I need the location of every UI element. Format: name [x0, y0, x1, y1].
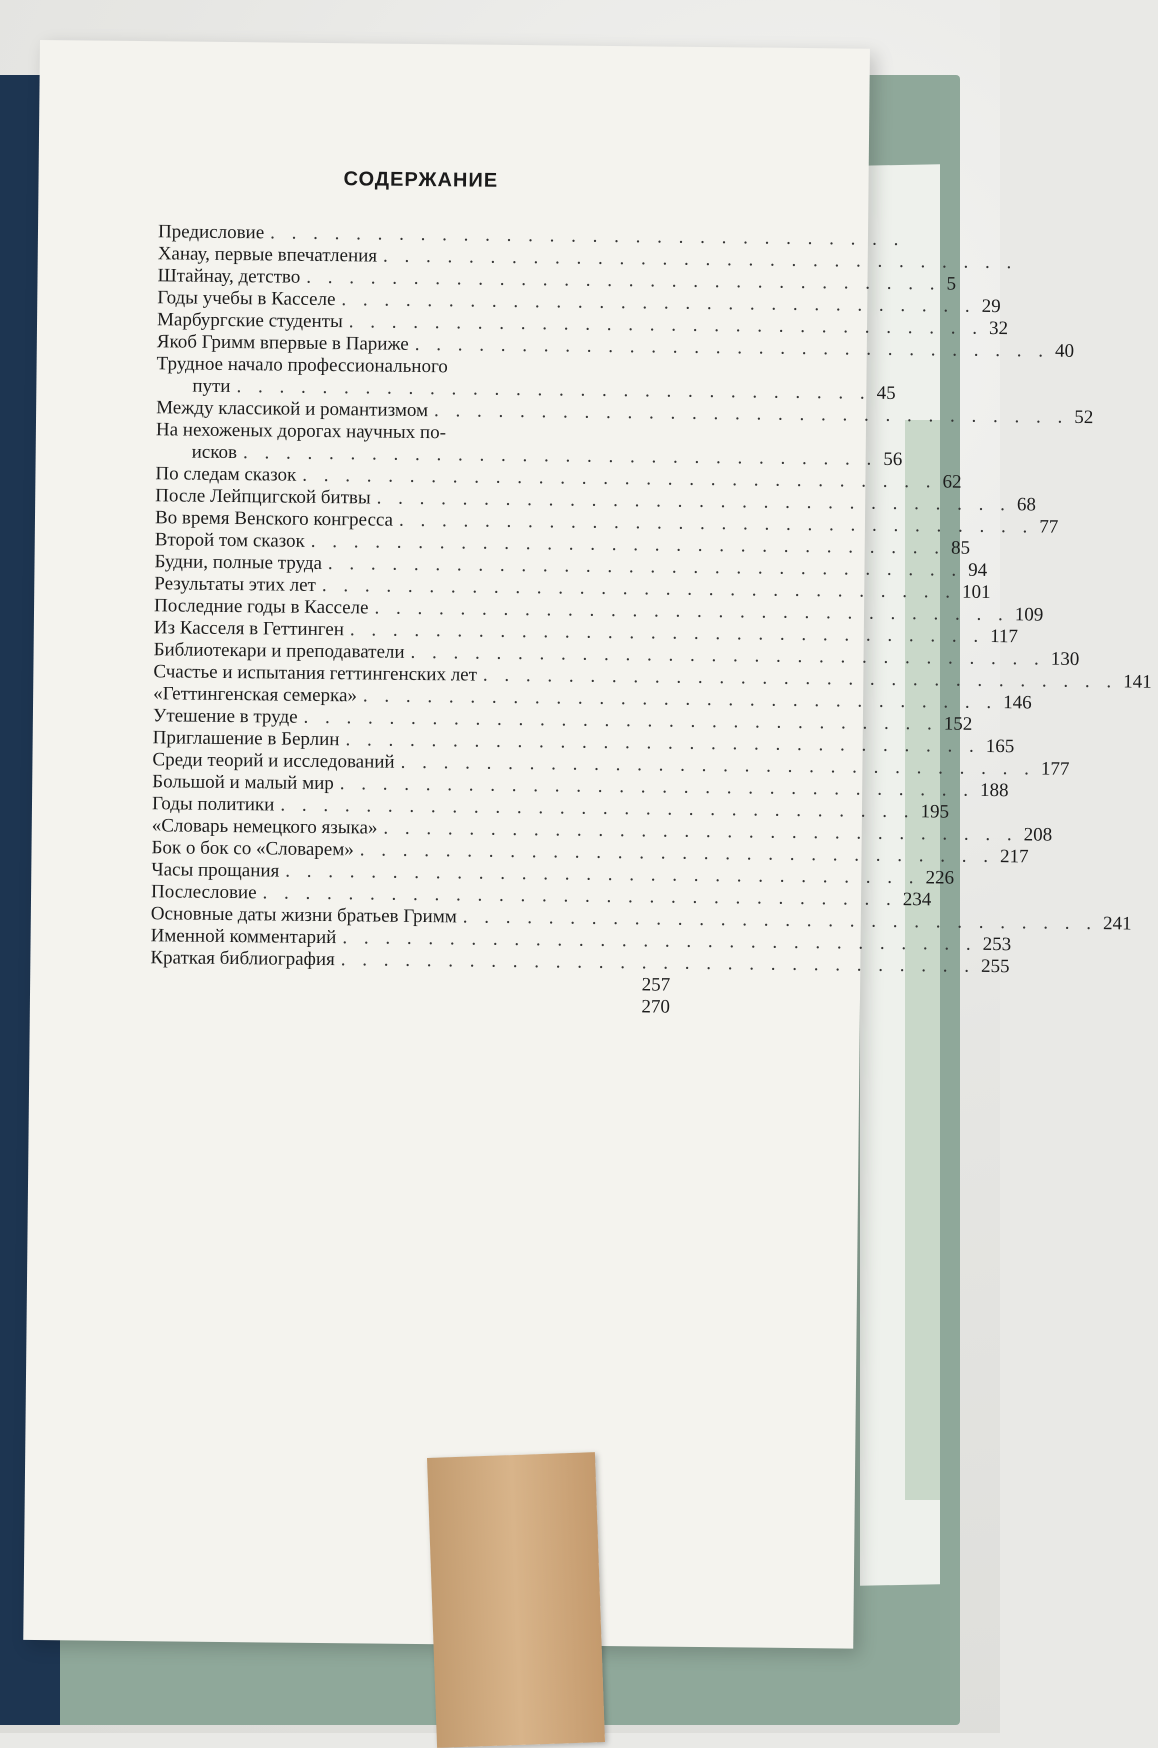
toc-leader-dots: . . . . . . . . . . . . . . . . . . . . . . . . . . . . . .: [433, 400, 1069, 428]
toc-page-number: 52: [1074, 406, 1094, 429]
toc-leader-dots: . . . . . . . . . . . . . . . . . . . . . . . . . . . . . .: [482, 664, 1118, 693]
toc-entry-title: Трудное начало профессионального: [156, 353, 448, 378]
toc-leader-dots: . . . . . . . . . . . . . . . . . . . . . . . . . . . . . .: [342, 927, 977, 955]
toc-leader-dots: . . . . . . . . . . . . . . . . . . . . . . . . . . . . . .: [327, 553, 963, 581]
toc-entry-title: Якоб Гримм впервые в Париже: [156, 331, 409, 355]
toc-leader-dots: . . . . . . . . . . . . . . . . . . . . . . . . . . . . . .: [345, 729, 980, 757]
toc-leader-dots: . . . . . . . . . . . . . . . . . . . . . . . . . . . . . .: [310, 530, 946, 559]
toc-leader-dots: . . . . . . . . . . . . . . . . . . . . . . . . . . . . . .: [374, 597, 1009, 626]
toc-leader-dots: . . . . . . . . . . . . . . . . . . . . . . . . . . . . . .: [376, 487, 1012, 516]
toc-entry-title: «Словарь немецкого языка»: [151, 815, 378, 839]
toc-leader-dots: . . . . . . . . . . . . . . . . . . . . . . . . . . . . . .: [348, 311, 984, 339]
toc-leader-dots: . . . . . . . . . . . . . . . . . . . . . . . . . . . . . .: [242, 442, 878, 470]
toc-leader-dots: . . . . . . . . . . . . . . . . . . . . . . . . . . . . . .: [262, 882, 897, 911]
toc-entry-title: Среди теорий и исследований: [152, 749, 395, 773]
toc-leader-dots: . . . . . . . . . . . . . . . . . . . . . . . . . . . . . .: [339, 773, 975, 801]
toc-entry-title: Марбургские студенты: [156, 309, 343, 333]
toc-page-number: 56: [883, 448, 903, 471]
toc-leader-dots: . . . . . . . . . . . . . . . . . . . . . . . . . . . . . .: [462, 906, 1098, 935]
toc-leader-dots: . . . . . . . . . . . . . . . . . . . . . . . . . . . . . .: [349, 619, 985, 647]
toc-page-number: 94: [968, 559, 988, 581]
toc-leader-dots: . . . . . . . . . . . . . . . . . . . . . . . . . . . . . .: [236, 376, 871, 404]
toc-leader-dots: [156, 985, 624, 990]
toc-page-number: 208: [1023, 824, 1053, 846]
toc-page-number: 195: [920, 801, 950, 823]
toc-page-number: 29: [981, 295, 1001, 318]
toc-entry: [150, 991, 670, 1018]
toc-leader-dots: . . . . . . . . . . . . . . . . . . . . . . . . . . . . . .: [362, 685, 998, 714]
toc-page-number: 146: [1003, 692, 1032, 714]
toc-leader-dots: . . . . . . . . . . . . . . . . . . . . . . . . . . . . . .: [359, 839, 995, 868]
toc-page-number: 5: [946, 273, 957, 295]
toc-leader-dots: . . . . . . . . . . . . . . . . . . . . . . . . . . . . . .: [306, 266, 941, 295]
toc-page-number: 188: [979, 779, 1009, 802]
toc-page-number: 253: [982, 933, 1012, 956]
toc-page-number: 141: [1123, 671, 1152, 693]
toc-entry-title: Именной комментарий: [150, 925, 337, 949]
toc-entry-title: Будни, полные труда: [154, 551, 323, 574]
toc-page-number: 217: [999, 846, 1029, 868]
toc-leader-dots: . . . . . . . . . . . . . . . . . . . . . . . . . . . . . .: [341, 289, 976, 317]
toc-page-number: 255: [980, 955, 1010, 978]
toc-entry-title: Послесловие: [150, 881, 257, 904]
toc-page-number: 226: [925, 867, 955, 889]
toc-entry-title: Приглашение в Берлин: [152, 727, 340, 751]
toc-page-number: 85: [950, 537, 971, 559]
toc-leader-dots: . . . . . . . . . . . . . . . . . . . . . . . . . . . . . .: [398, 509, 1034, 538]
toc-entry-title: «Геттингенская семерка»: [153, 683, 358, 707]
toc-entry-title-continued: исков: [191, 441, 238, 464]
toc-entry-title: Второй том сказок: [154, 529, 305, 552]
toc-entry: [156, 353, 896, 404]
toc-entry-title: Утешение в труде: [152, 705, 298, 728]
toc-page-number: 270: [641, 996, 671, 1018]
wooden-bookmark[interactable]: [427, 1452, 605, 1748]
toc-page-number: 257: [641, 974, 671, 996]
toc-entry-title: Штайнау, детство: [157, 265, 301, 288]
toc-page-number: 109: [1014, 604, 1044, 626]
toc-page-number: 45: [876, 382, 896, 404]
toc-entry-title: Ханау, первые впечатления: [157, 243, 378, 267]
toc-leader-dots: . . . . . . . . . . . . . . . . . . . . . . . . . . . . . .: [410, 641, 1045, 670]
toc-entry-title: На нехоженых дорогах научных по-: [155, 419, 447, 444]
book-page: [23, 40, 1152, 1649]
toc-entry-title-continued: пути: [192, 375, 231, 398]
toc-entry-title: По следам сказок: [155, 463, 297, 486]
toc-entry-title: Между классикой и романтизмом: [156, 397, 429, 422]
toc-entry-title: Счастье и испытания геттингенских лет: [153, 661, 478, 686]
toc-leader-dots: . . . . . . . . . . . . . . . . . . . . . . . . . . . . . .: [383, 817, 1018, 846]
toc-entry-title: Годы политики: [151, 793, 275, 816]
toc-page-number: 117: [990, 625, 1019, 648]
toc-entry-title: Часы прощания: [151, 859, 280, 882]
toc-page-number: 165: [985, 735, 1015, 758]
toc-page-number: 68: [1016, 494, 1036, 516]
toc-entry-title: Последние годы в Касселе: [153, 595, 369, 619]
toc-list: [150, 221, 1152, 1018]
toc-page-number: 130: [1050, 648, 1080, 670]
toc-page-number: 101: [961, 581, 991, 603]
toc-entry-title: Годы учебы в Касселе: [157, 287, 336, 311]
toc-leader-dots: . . . . . . . . . . . . . . . . . . . . . . . . . . . . . .: [382, 245, 1018, 274]
toc-entry-title: Большой и малый мир: [152, 771, 334, 795]
toc-entry-title: Библиотекари и преподаватели: [153, 639, 405, 663]
toc-entry-title: После Лейпцигской битвы: [155, 485, 371, 509]
toc-leader-dots: . . . . . . . . . . . . . . . . . . . . . . . . . . . . . .: [280, 794, 915, 823]
toc-leader-dots: . . . . . . . . . . . . . . . . . . . . . . . . . . . . . .: [414, 333, 1050, 362]
toc-page-number: 77: [1039, 516, 1059, 538]
toc-leader-dots: . . . . . . . . . . . . . . . . . . . . . . . . . . . . . .: [285, 860, 920, 889]
toc-page-number: 177: [1040, 758, 1070, 780]
toc-leader-dots: . . . . . . . . . . . . . . . . . . . . . . . . . . . . . .: [302, 464, 937, 493]
toc-leader-dots: . . . . . . . . . . . . . . . . . . . . . . . . . . . . . .: [321, 574, 957, 603]
toc-page-number: 152: [943, 713, 973, 735]
toc-entry-title: Краткая библиография: [150, 947, 335, 971]
toc-heading: СОДЕРЖАНИЕ: [343, 168, 499, 192]
toc-page-number: 40: [1054, 340, 1075, 362]
toc-entry-title: Бок о бок со «Словарем»: [151, 837, 354, 861]
toc-page-number: 32: [988, 317, 1009, 340]
toc-entry-title: Из Касселя в Геттинген: [153, 617, 345, 641]
toc-page-number: 62: [942, 471, 962, 493]
toc-leader-dots: . . . . . . . . . . . . . . . . . . . . . . . . . . . . . .: [340, 949, 976, 977]
toc-entry: [155, 419, 903, 471]
toc-page-number: 234: [902, 889, 932, 911]
toc-entry-title: Во время Венского конгресса: [154, 507, 394, 531]
toc-leader-dots: [156, 1007, 624, 1012]
toc-leader-dots: . . . . . . . . . . . . . . . . . . . . . . . . . . . . . .: [270, 222, 905, 251]
toc-entry-title: Предисловие: [157, 221, 265, 244]
toc-entry-title: Основные даты жизни братьев Гримм: [150, 903, 457, 928]
toc-leader-dots: . . . . . . . . . . . . . . . . . . . . . . . . . . . . . .: [400, 751, 1035, 780]
toc-leader-dots: . . . . . . . . . . . . . . . . . . . . . . . . . . . . . .: [303, 706, 938, 735]
toc-entry-title: Результаты этих лет: [154, 573, 316, 596]
toc-page-number: 241: [1102, 913, 1132, 935]
